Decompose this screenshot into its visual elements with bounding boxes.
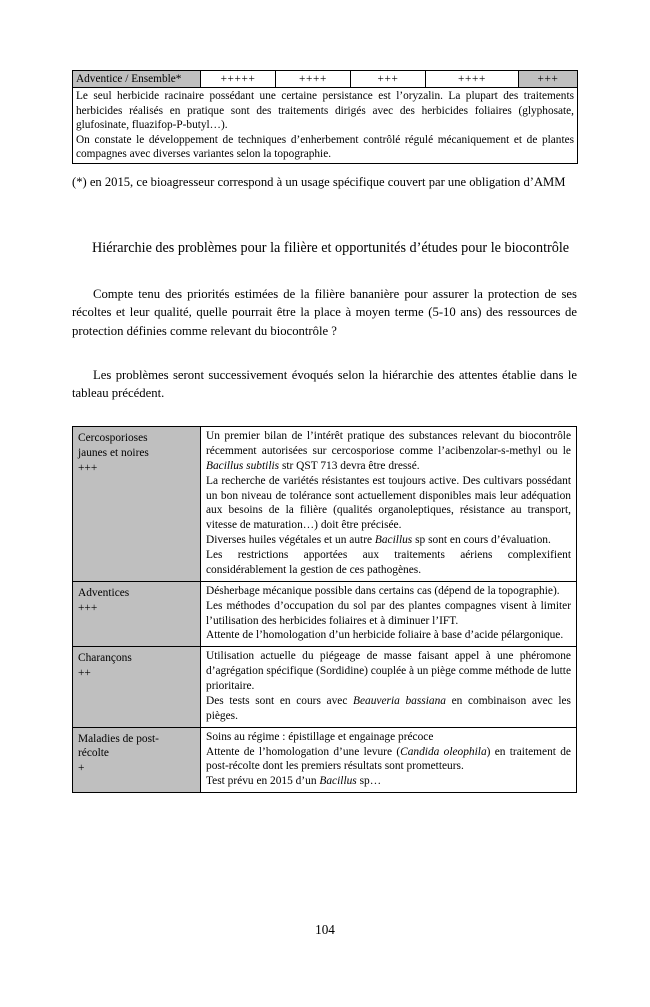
table-row [73,647,577,727]
table-body [73,71,578,164]
text-segment: Les restrictions apportées aux traitements aériens complexifient considérablement la gestion de ces pathogènes. [206,549,571,576]
table-row-description [73,88,578,163]
table-body [73,427,577,793]
text-segment: Un premier bilan de l’intérêt pratique des substances relevant du biocontrôle récemment autorisées sur cercosporiose comme l’acibenzolar-s-methyl ou le [206,430,571,457]
body-paragraph-2: Les problèmes seront successivement évoqués selon la hiérarchie des attentes établie dans le tableau précédent. [72,368,577,401]
content-paragraph [206,628,571,643]
row-label-line: Charançons [78,652,132,665]
footnote-text: (*) en 2015, ce bioagresseur correspond à un usage spécifique couvert par une obligation d’AMM [72,175,566,189]
row-content-cell [201,727,577,793]
content-paragraph [206,429,571,474]
row-label-line: Adventices [78,586,130,599]
row-content-cell [201,427,577,582]
text-segment: Diverses huiles végétales et un autre [206,534,375,547]
description-paragraph-1: Le seul herbicide racinaire possédant une certaine persistance est l’oryzalin. La plupart des traitements herbicides réalisés en pratique sont des traitements dirigés avec des herbicides foliaires (glyphosate, glufosinate, fluazifop-P-butyl…). [76,90,574,132]
row-label-line: Maladies de post- [78,732,159,745]
body-paragraph-1: Compte tenu des priorités estimées de la filière bananière pour assurer la protection de ses récoltes et leur qualité, quelle pourrait être la place à moyen terme (5-10 ans) des ressources de protection définies comme relevant du biocontrôle ? [72,287,577,338]
scientific-name: Bacillus [319,775,357,788]
text-segment: Utilisation actuelle du piégeage de masse faisant appel à une phéromone d’agrégation spécifique (Sordidine) couplée à un piège comme méthode de lutte prioritaire. [206,650,572,692]
text-segment: Soins au régime : épistillage et engainage précoce [206,730,434,743]
scientific-name: Candida oleophila [400,745,487,758]
text-segment: Désherbage mécanique possible dans certains cas (dépend de la topographie). [206,584,560,597]
scientific-name: Beauveria bassiana [353,694,446,707]
row-rating: +++ [78,601,98,614]
content-paragraph [206,745,571,775]
row-content-cell [201,581,577,647]
content-paragraph [206,474,571,534]
content-paragraph [206,533,571,548]
row-content-cell [201,647,577,727]
row-label-cell [73,581,201,647]
row-label-line: Cercosporioses [78,432,148,444]
section-heading: Hiérarchie des problèmes pour la filière et opportunités d’études pour le biocontrôle [92,240,570,256]
text-segment: Attente de l’homologation d’une levure ( [206,745,401,758]
description-paragraph-2: On constate le développement de techniques d’enherbement contrôlé régulé mécaniquement et de plantes compagnes avec diverses variantes selon la topographie. [76,133,574,161]
row-label-adventice-ensemble: Adventice / Ensemble* [73,71,201,88]
content-paragraph [206,584,571,599]
content-paragraph [206,649,571,694]
text-segment: sp sont en cours d’évaluation. [412,534,551,547]
table-row-header [73,71,578,88]
text-segment: Attente de l’homologation d’un herbicide foliaire à base d’acide pélargonique. [206,629,564,642]
table-row [73,427,577,582]
content-paragraph [206,774,571,789]
text-segment: Test prévu en 2015 d’un [206,775,320,788]
rating-cell-3: +++ [351,71,426,88]
text-segment: sp… [356,775,382,788]
row-label-line: récolte [78,747,109,760]
row-rating: + [78,762,85,775]
text-segment: Les méthodes d’occupation du sol par des plantes compagnes visent à limiter l’utilisation des herbicides foliaires et à diminuer l’IFT. [206,599,571,627]
row-label-cell [73,427,201,582]
row-rating: ++ [78,667,91,680]
row-label-cell [73,727,201,793]
scientific-name: Bacillus [374,534,413,547]
text-segment: str QST 713 devra être dressé. [279,459,420,472]
table-row [73,581,577,647]
description-cell [73,88,578,163]
text-segment: La recherche de variétés résistantes est toujours active. Des cultivars possédant un bon niveau de tolérance sont actuellement disponibles mais leur adéquation aux besoins de la filière (qualités organoleptiques, résistance au transport, vitesse de maturation…) doit être précisée. [206,474,571,532]
content-paragraph [206,694,571,724]
rating-cell-1: +++++ [201,71,276,88]
content-paragraph [206,730,571,745]
scientific-name: Bacillus subtilis [206,459,280,472]
content-paragraph [206,599,571,629]
rating-cell-4: ++++ [426,71,519,88]
content-paragraph [206,548,571,578]
row-label-line: jaunes et noires [78,446,149,459]
rating-cell-2: ++++ [276,71,351,88]
row-rating: +++ [78,461,98,474]
text-segment: ) en traitement de post-récolte dont les premiers résultats sont prometteurs. [206,745,571,773]
rating-cell-5: +++ [519,71,578,88]
text-segment: en combinaison avec les pièges. [206,694,571,722]
text-segment: Des tests sont en cours avec [206,694,354,707]
hierarchy-table [72,426,577,793]
row-label-cell [73,647,201,727]
table-row [73,727,577,793]
adventice-ensemble-table [72,70,578,164]
page-number: 104 [315,922,335,937]
